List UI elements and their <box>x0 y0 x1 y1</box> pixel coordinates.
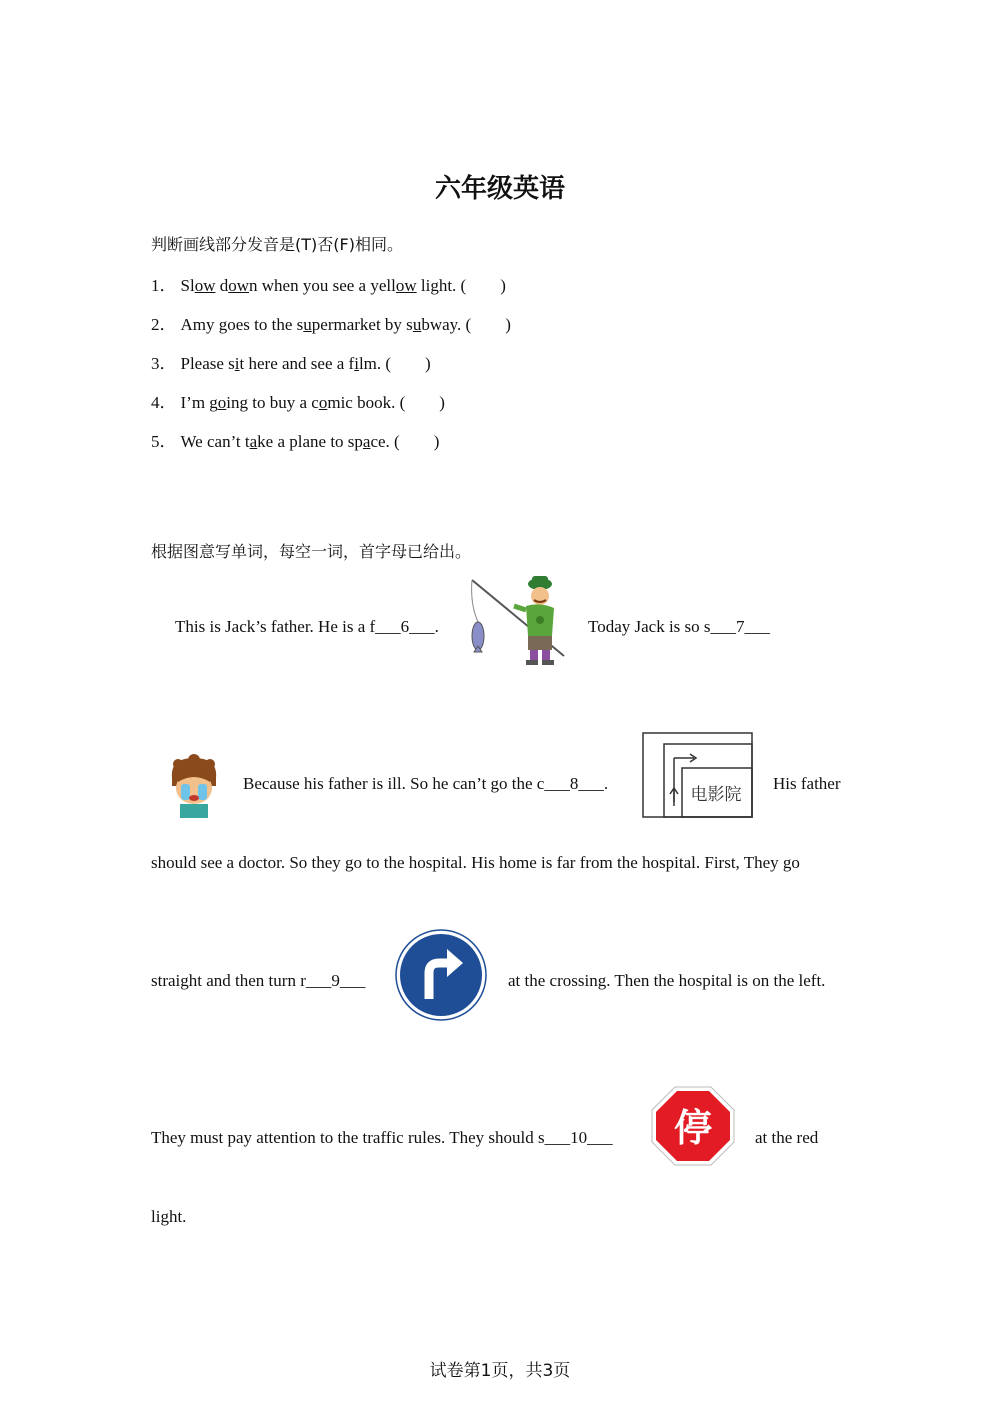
cinema-label: 电影院 <box>690 785 742 805</box>
question-text: Amy goes to the s <box>180 315 304 334</box>
cinema-sign-image <box>642 732 754 820</box>
underlined-letters: o <box>318 393 328 412</box>
passage-line-6: light. <box>151 1207 187 1226</box>
question-text: Please s <box>180 354 235 373</box>
fisherman-image <box>468 574 568 668</box>
question-item <box>151 388 445 413</box>
question-item <box>151 427 439 452</box>
question-text: d <box>215 276 229 295</box>
passage-line-4b: at the crossing. Then the hospital is on the left. <box>508 971 826 990</box>
question-text: lm. ( ) <box>358 354 431 373</box>
page-title: 六年级英语 <box>434 174 565 204</box>
question-text: S <box>180 276 190 295</box>
question-text: light. ( ) <box>416 276 506 295</box>
underlined-letters: a <box>249 432 258 451</box>
underlined-letters: ow <box>194 276 216 295</box>
underlined-letters: u <box>412 315 422 334</box>
underlined-letters: i <box>354 354 359 373</box>
section2-instruction: 根据图意写单词，每空一词，首字母已给出。 <box>151 542 472 561</box>
passage-line-3: should see a doctor. So they go to the hospital. His home is far from the hospital. First, They go <box>151 853 800 872</box>
passage-line-1b: Today Jack is so s___7___ <box>588 617 771 636</box>
question-number: 3． <box>151 354 177 373</box>
passage-line-2b: His father <box>773 774 841 793</box>
question-text: t here and see a f <box>239 354 355 373</box>
question-text: ke a plane to sp <box>257 432 363 451</box>
question-text: We can’t t <box>180 432 250 451</box>
underlined-letters: u <box>303 315 312 334</box>
question-item <box>151 271 506 296</box>
question-text: I’m g <box>180 393 218 412</box>
question-number: 5． <box>151 432 177 451</box>
underlined-letters: o <box>217 393 227 412</box>
page-footer: 试卷第1页，共3页 <box>429 1361 571 1381</box>
underlined-letters: a <box>362 432 371 451</box>
underlined-letters: i <box>234 354 240 373</box>
question-number: 4． <box>151 393 177 412</box>
underlined-letters: ow <box>395 276 417 295</box>
question-number: 1． <box>151 276 177 295</box>
question-text: permarket by s <box>311 315 413 334</box>
passage-line-2a: Because his father is ill. So he can’t go the c___8___. <box>243 774 609 793</box>
section1-instruction: 判断画线部分发音是(T)否(F)相同。 <box>151 235 403 254</box>
question-item <box>151 349 431 374</box>
passage-line-4a: straight and then turn r___9___ <box>151 971 366 990</box>
question-text: ce. ( ) <box>370 432 440 451</box>
stop-sign-label: 停 <box>673 1106 713 1150</box>
question-text: l <box>189 276 195 295</box>
passage-line-5b: at the red <box>755 1128 819 1147</box>
passage-line-1a: This is Jack’s father. He is a f___6___. <box>175 617 439 636</box>
passage-line-5a: They must pay attention to the traffic rules. They should s___10___ <box>151 1128 613 1147</box>
question-text: ing to buy a c <box>226 393 319 412</box>
underlined-letters: ow <box>228 276 250 295</box>
question-text: n when you see a yell <box>249 276 396 295</box>
question-text: mic book. ( ) <box>327 393 445 412</box>
question-item <box>151 310 511 335</box>
question-text: bway. ( ) <box>421 315 511 334</box>
stop-sign-image <box>651 1086 735 1166</box>
crying-boy-image <box>168 756 220 820</box>
turn-right-sign-image <box>395 929 487 1021</box>
question-number: 2． <box>151 315 177 334</box>
